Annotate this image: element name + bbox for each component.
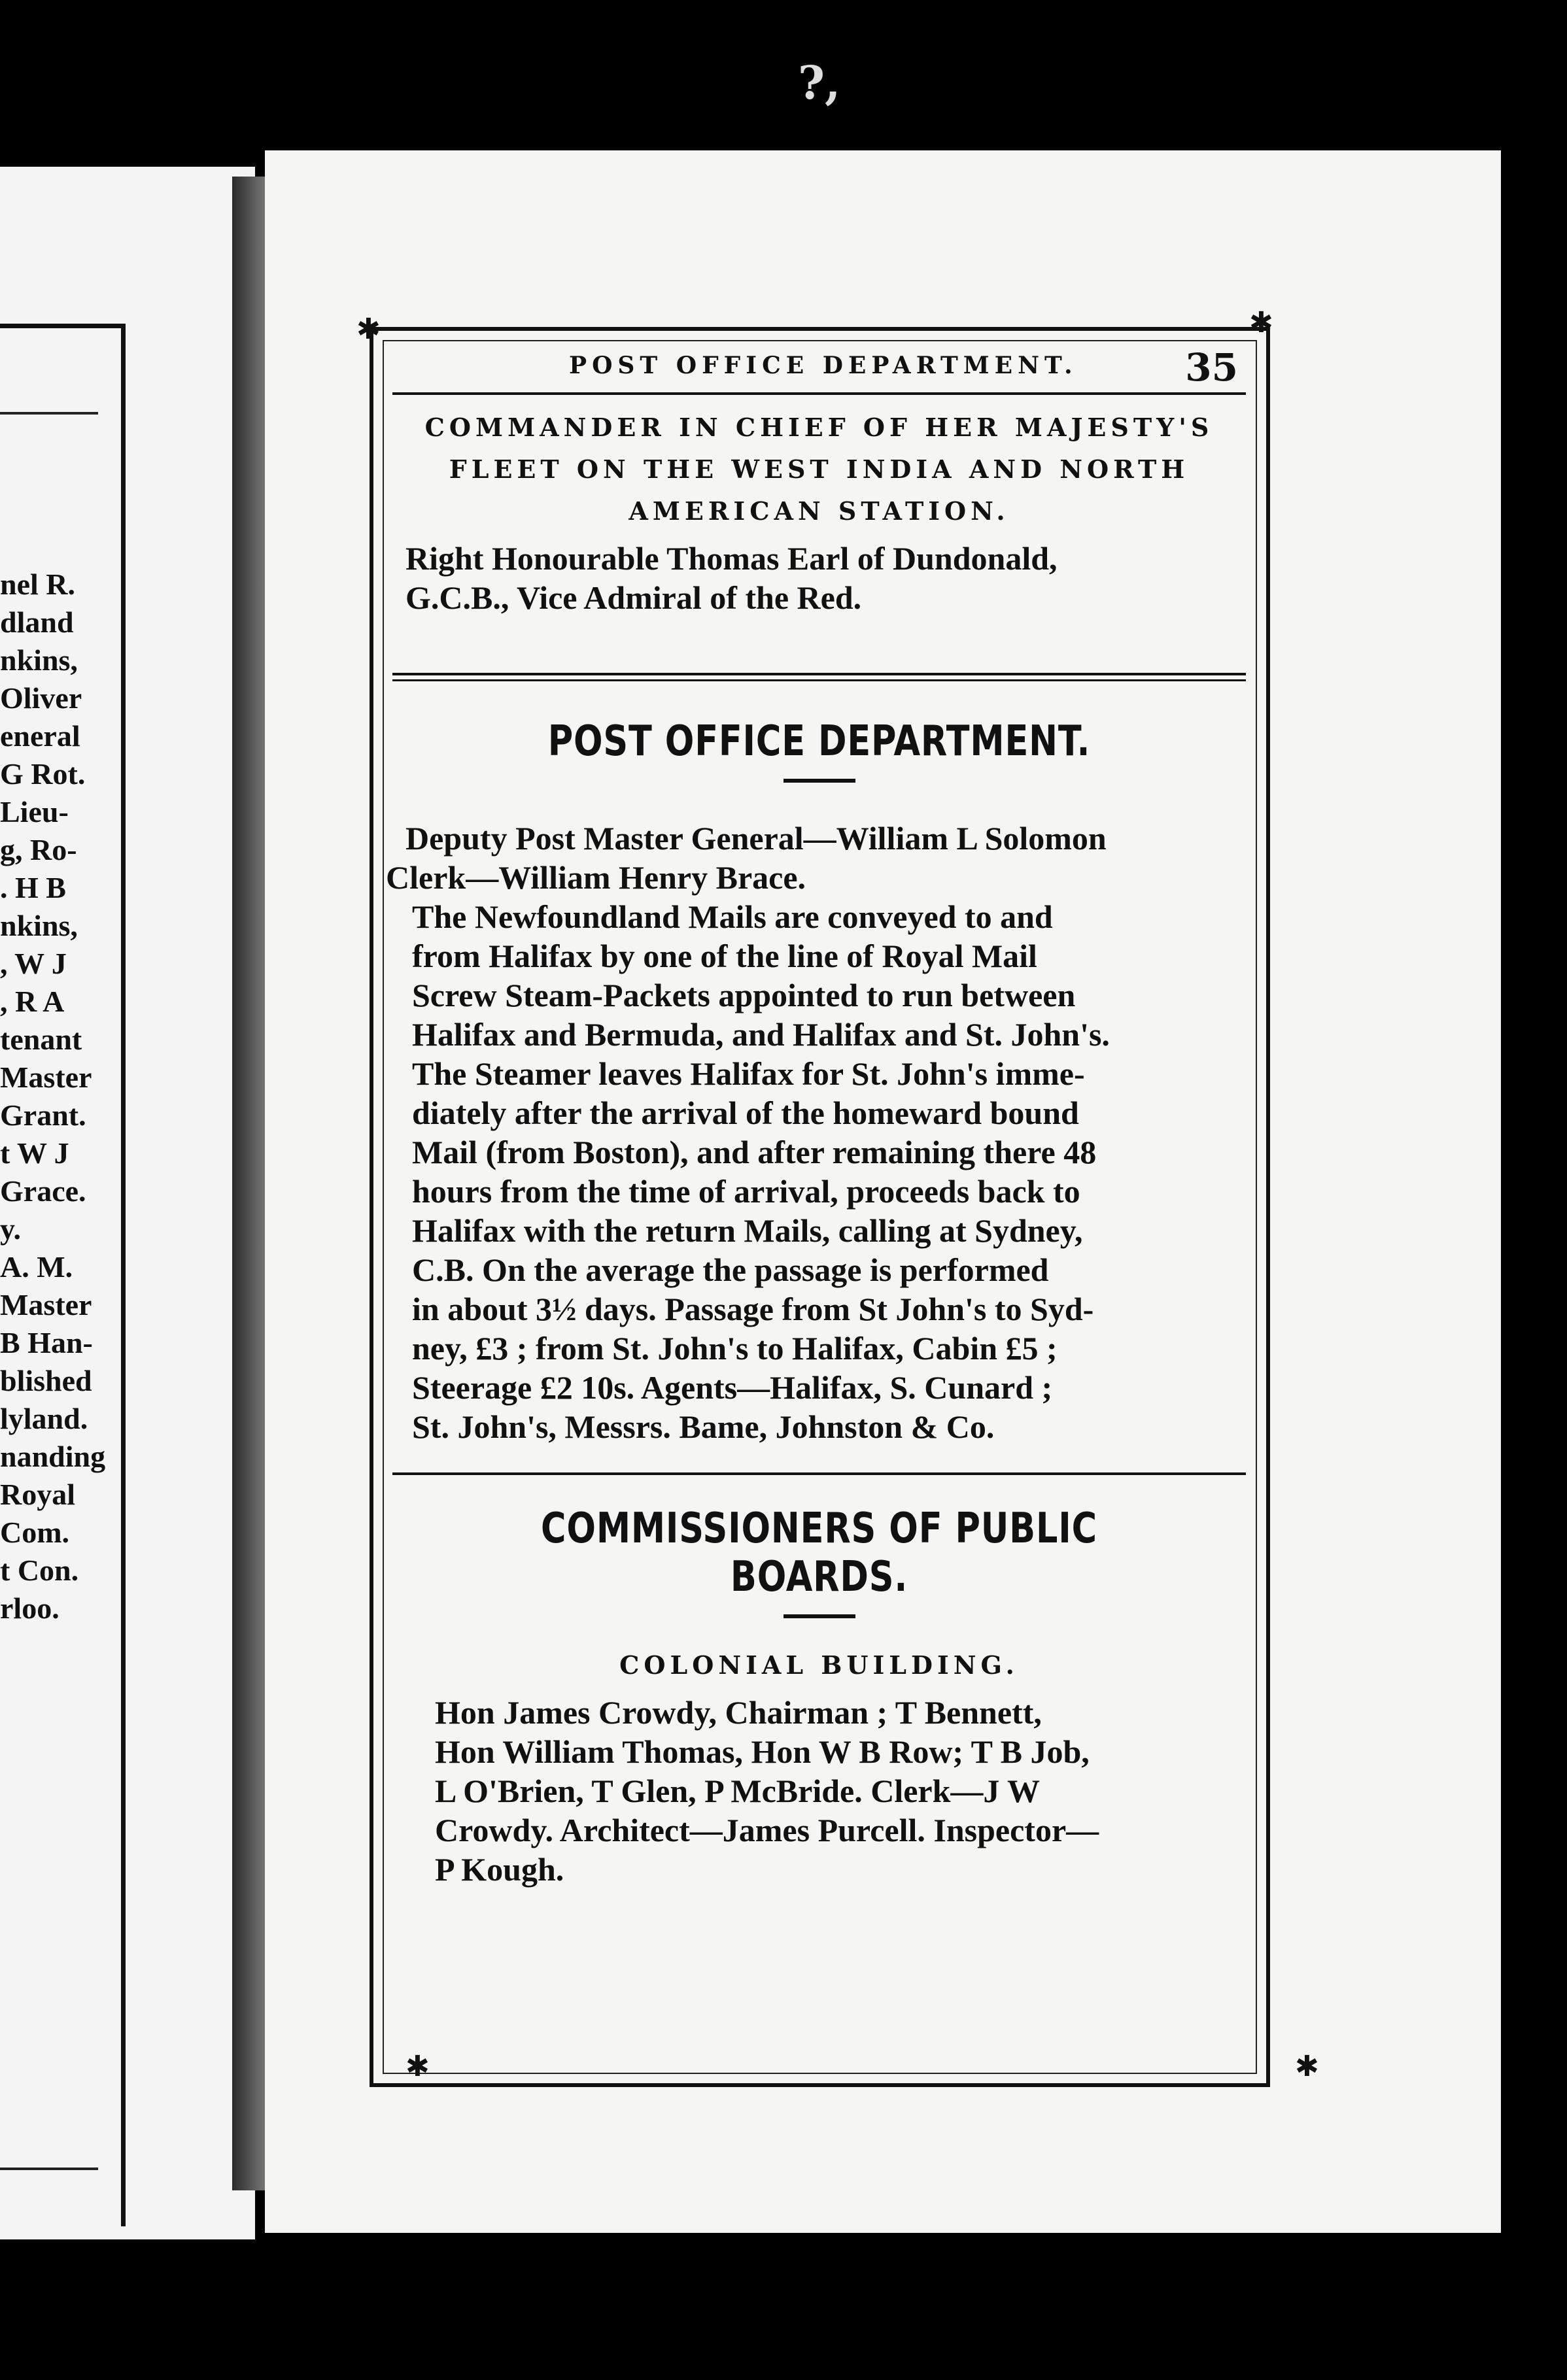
text-line: Screw Steam-Packets appointed to run between <box>412 977 1076 1013</box>
commissioners-heading: COMMISSIONERS OF PUBLIC BOARDS. <box>541 1504 1097 1601</box>
text-line: , W J <box>0 947 67 980</box>
text-line: nel R. <box>0 568 75 601</box>
clerk-line: Clerk—William Henry Brace. <box>386 859 806 896</box>
text-line: in about 3½ days. Passage from St John's to Syd- <box>412 1291 1094 1327</box>
text-line: The Newfoundland Mails are conveyed to and <box>412 898 1053 935</box>
corner-ornament: ✱ <box>356 313 381 346</box>
left-page-rule <box>0 2168 98 2170</box>
text-line: Mail (from Boston), and after remaining there 48 <box>412 1134 1097 1170</box>
text-line: L O'Brien, T Glen, P McBride. Clerk—J W <box>435 1773 1041 1809</box>
text-line: g, Ro- <box>0 833 77 866</box>
top-mark: ?, <box>798 56 841 110</box>
heading-line: COMMANDER IN CHIEF OF HER MAJESTY'S <box>424 413 1214 442</box>
commander-heading <box>386 407 1252 532</box>
short-dash <box>784 1614 855 1618</box>
page-content <box>386 340 1252 1889</box>
text-line: Crowdy. Architect—James Purcell. Inspector— <box>435 1812 1099 1848</box>
text-line: The Steamer leaves Halifax for St. John's imme- <box>412 1055 1085 1092</box>
text-line: t W J <box>0 1136 69 1170</box>
text-line: tenant <box>0 1023 82 1056</box>
text-line: hours from the time of arrival, proceeds back to <box>412 1173 1080 1210</box>
text-line: lyland. <box>0 1402 88 1435</box>
heading-line: FLEET ON THE WEST INDIA AND NORTH <box>449 454 1190 484</box>
short-dash <box>784 779 855 783</box>
section-divider <box>392 673 1246 681</box>
commissioners-list <box>386 1686 1252 1889</box>
text-line: nkins, <box>0 909 78 942</box>
text-line: G.C.B., Vice Admiral of the Red. <box>405 579 862 616</box>
corner-ornament: ✱ <box>1295 2050 1319 2083</box>
text-line: nanding <box>0 1440 106 1473</box>
text-line: Hon James Crowdy, Chairman ; T Bennett, <box>435 1694 1042 1731</box>
text-line: . H B <box>0 871 66 904</box>
left-page-text-fragments <box>0 566 118 1627</box>
text-line: Hon William Thomas, Hon W B Row; T B Job, <box>435 1733 1090 1770</box>
section-divider <box>392 1472 1246 1475</box>
corner-ornament: ✱ <box>405 2050 430 2083</box>
mail-paragraph <box>386 897 1252 1446</box>
page-number: 35 <box>1185 345 1238 390</box>
text-line: C.B. On the average the passage is performed <box>412 1251 1049 1288</box>
heading-line: AMERICAN STATION. <box>629 496 1010 526</box>
text-line: Steerage £2 10s. Agents—Halifax, S. Cunard ; <box>412 1369 1053 1406</box>
text-line: P Kough. <box>435 1851 564 1888</box>
running-head <box>386 340 1252 392</box>
text-line: G Rot. <box>0 757 86 790</box>
text-line: Grant. <box>0 1098 86 1132</box>
deputy-line: Deputy Post Master General—William L Solomon <box>405 820 1107 857</box>
text-line: A. M. <box>0 1250 73 1284</box>
text-line: blished <box>0 1364 92 1397</box>
rule <box>392 392 1246 395</box>
corner-ornament: ✱ <box>1249 306 1273 339</box>
running-head-title: POST OFFICE DEPARTMENT. <box>569 352 1078 379</box>
right-page <box>265 150 1501 2233</box>
text-line: ney, £3 ; from St. John's to Halifax, Cabin £5 ; <box>412 1330 1058 1367</box>
text-line: from Halifax by one of the line of Royal Mail <box>412 938 1037 974</box>
text-line: nkins, <box>0 643 78 677</box>
text-line: Royal <box>0 1478 75 1511</box>
text-line: Master <box>0 1061 92 1094</box>
text-line: Oliver <box>0 681 82 715</box>
text-line: Com. <box>0 1516 70 1549</box>
left-page-rule <box>0 412 98 415</box>
text-line: , R A <box>0 985 65 1018</box>
text-line: Right Honourable Thomas Earl of Dundonald, <box>405 540 1058 577</box>
text-line: dland <box>0 605 74 639</box>
text-line: y. <box>0 1212 21 1246</box>
text-line: B Han- <box>0 1326 93 1359</box>
colonial-building-heading: COLONIAL BUILDING. <box>619 1650 1019 1680</box>
text-line: t Con. <box>0 1554 79 1587</box>
text-line: Lieu- <box>0 795 69 828</box>
left-page-top-border <box>0 324 121 328</box>
text-line: Grace. <box>0 1174 86 1208</box>
text-line: rloo. <box>0 1591 60 1625</box>
commander-text <box>386 539 1252 617</box>
text-line: Halifax and Bermuda, and Halifax and St. John's. <box>412 1016 1110 1053</box>
text-line: Master <box>0 1288 92 1321</box>
text-line: Halifax with the return Mails, calling at Sydney, <box>412 1212 1083 1249</box>
left-page-right-border <box>121 324 126 2226</box>
left-page <box>0 167 255 2239</box>
text-line: eneral <box>0 719 80 753</box>
text-line: St. John's, Messrs. Bame, Johnston & Co. <box>412 1408 995 1445</box>
post-office-heading: POST OFFICE DEPARTMENT. <box>547 717 1091 766</box>
text-line: diately after the arrival of the homeward bound <box>412 1095 1079 1131</box>
